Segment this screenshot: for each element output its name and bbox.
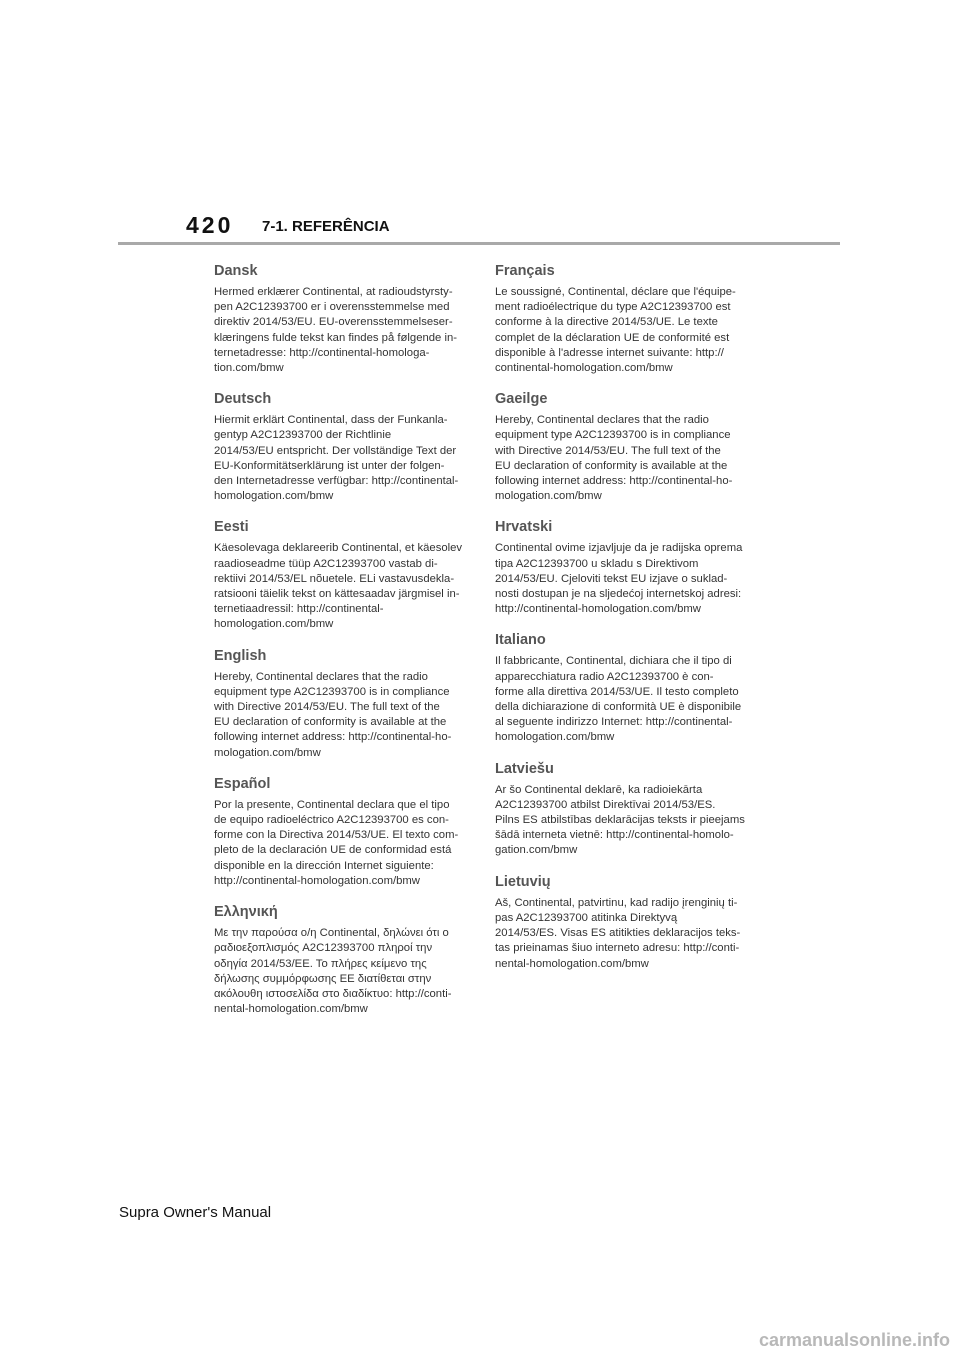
language-heading: Dansk — [214, 263, 258, 279]
language-heading: Gaeilge — [495, 391, 548, 408]
language-heading: Ελληνική — [214, 904, 278, 921]
language-block-lietuviu — [495, 873, 747, 972]
watermark: carmanualsonline.info — [758, 1330, 950, 1350]
declaration-text: Le soussigné, Continental, déclare que l'équipe- ment radioélectrique du type A2C12393700 est conforme à la directive 2014/53/UE. Le texte complet de la déclaration UE de conformité est disponible à l'adresse internet suivante: http:// continental-homologation.com/bmw — [495, 286, 736, 375]
language-heading: Deutsch — [214, 391, 272, 408]
left-column — [214, 262, 466, 1031]
page-number: 420 — [186, 212, 234, 238]
right-column — [495, 262, 747, 986]
manual-title: Supra Owner's Manual — [119, 1204, 272, 1221]
declaration-text: Il fabbricante, Continental, dichiara che il tipo di apparecchiatura radio A2C12393700 è con- forme alla direttiva 2014/53/UE. Il testo completo della dichiarazione di conformità UE è disponibile al seguente indirizzo Internet: http://continental- homologation.com/bmw — [495, 655, 742, 744]
declaration-text: Hermed erklærer Continental, at radioudstyrsty- pen A2C12393700 er i overensstemmelse med direktiv 2014/53/EU. EU-overensstemmelseser- klæringens fulde tekst kan findes på følgende in- ternetadresse: http://continental-homologa- tion.com/bmw — [214, 286, 458, 375]
language-block-latviesu — [495, 760, 747, 859]
language-block-eesti — [214, 518, 466, 632]
language-heading: Español — [214, 775, 271, 792]
language-heading: Eesti — [214, 519, 249, 536]
declaration-text: Hereby, Continental declares that the radio equipment type A2C12393700 is in compliance with Directive 2014/53/EU. The full text of the EU declaration of conformity is available at the following internet address: http://continental-ho- mologation.com/bmw — [495, 414, 733, 503]
language-block-italiano — [495, 631, 747, 745]
language-block-hrvatski — [495, 518, 747, 617]
declaration-text: Aš, Continental, patvirtinu, kad radijo įrenginių ti- pas A2C12393700 atitinka Direktyvą 2014/53/ES. Visas ES atitikties deklaracijos teks- tas prieinamas šiuo interneto adresu: http://conti- nental-homologation.com/bmw — [495, 896, 741, 970]
declaration-text: Hereby, Continental declares that the radio equipment type A2C12393700 is in compliance with Directive 2014/53/EU. The full text of the EU declaration of conformity is available at the following internet address: http://continental-ho- mologation.com/bmw — [214, 670, 452, 759]
language-block-espanol — [214, 775, 466, 889]
language-heading: Latviešu — [495, 760, 554, 777]
declaration-text: Με την παρούσα ο/η Continental, δηλώνει ότι ο ραδιοεξοπλισμός A2C12393700 πληροί την οδηγία 2014/53/ΕΕ. Το πλήρες κείμενο της δήλωσης συμμόρφωσης ΕΕ διατίθεται στην ακόλουθη ιστοσελίδα στο διαδίκτυο: http://conti- nental-homologation.com/bmw — [214, 927, 452, 1016]
language-block-francais — [495, 262, 747, 376]
declaration-text: Por la presente, Continental declara que el tipo de equipo radioeléctrico A2C12393700 es con- forme con la Directiva 2014/53/UE. El texto com- pleto de la declaración UE de conformidad está disponible en la dirección Internet siguiente: http://continental-homologation.com/bmw — [214, 798, 459, 887]
language-heading: Français — [495, 263, 555, 279]
section-title: 7-1. REFERÊNCIA — [262, 218, 390, 235]
language-block-deutsch — [214, 390, 466, 504]
language-heading: Lietuvių — [495, 873, 551, 890]
language-heading: Hrvatski — [495, 519, 553, 536]
language-heading: Italiano — [495, 632, 546, 649]
language-block-gaeilge — [495, 390, 747, 504]
declaration-text: Käesolevaga deklareerib Continental, et käesolev raadioseadme tüüp A2C12393700 vastab di- rektiivi 2014/53/EL nõuetele. ELi vastavusdekla- ratsiooni täielik tekst on kättesaadav järgmisel in- ternetiaadressil: http://continental- homologation.com/bmw — [214, 542, 463, 631]
header-divider — [118, 242, 840, 245]
language-block-greek — [214, 903, 466, 1017]
language-block-english — [214, 647, 466, 761]
declaration-text: Continental ovime izjavljuje da je radijska oprema tipa A2C12393700 u skladu s Direktivom 2014/53/EU. Cjeloviti tekst EU izjave o suklad- nosti dostupan je na sljedećoj internetskoj adresi: http://continental-homologation.com/bmw — [495, 542, 743, 616]
declaration-text: Hiermit erklärt Continental, dass der Funkanla- gentyp A2C12393700 der Richtlinie 2014/53/EU entspricht. Der vollständige Text der EU-Konformitätserklärung ist unter der folgen- den Internetadresse verfügbar: http://continental- homologation.com/bmw — [214, 414, 459, 503]
language-heading: English — [214, 647, 267, 664]
language-block-dansk — [214, 262, 466, 376]
page-header — [0, 0, 960, 250]
declaration-text: Ar šo Continental deklarē, ka radioiekārta A2C12393700 atbilst Direktīvai 2014/53/ES. Pilns ES atbilstības deklarācijas teksts ir pieejams šādā interneta vietnē: http://continental-homolo- gation.com/bmw — [495, 783, 745, 857]
